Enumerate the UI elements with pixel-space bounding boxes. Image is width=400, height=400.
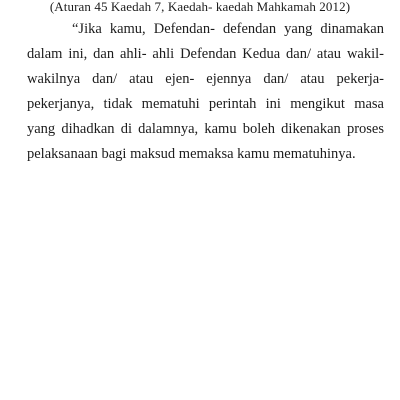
paragraph-line: pekerjanya, tidak mematuhi perintah ini mengikut masa [27, 96, 384, 112]
paragraph-line: wakilnya dan/ atau ejen- ejennya dan/ atau pekerja- [27, 71, 384, 87]
rule-reference: (Aturan 45 Kaedah 7, Kaedah- kaedah Mahkamah 2012) [49, 0, 351, 14]
paragraph-line: yang dihadkan di dalamnya, kamu boleh dikenakan proses [27, 121, 384, 137]
paragraph-line: dalam ini, dan ahli- ahli Defendan Kedua dan/ atau wakil- [27, 46, 384, 62]
paragraph-line: “Jika kamu, Defendan- defendan yang dinamakan [72, 21, 384, 37]
paragraph-line: pelaksanaan bagi maksud memaksa kamu mematuhinya. [27, 146, 356, 162]
